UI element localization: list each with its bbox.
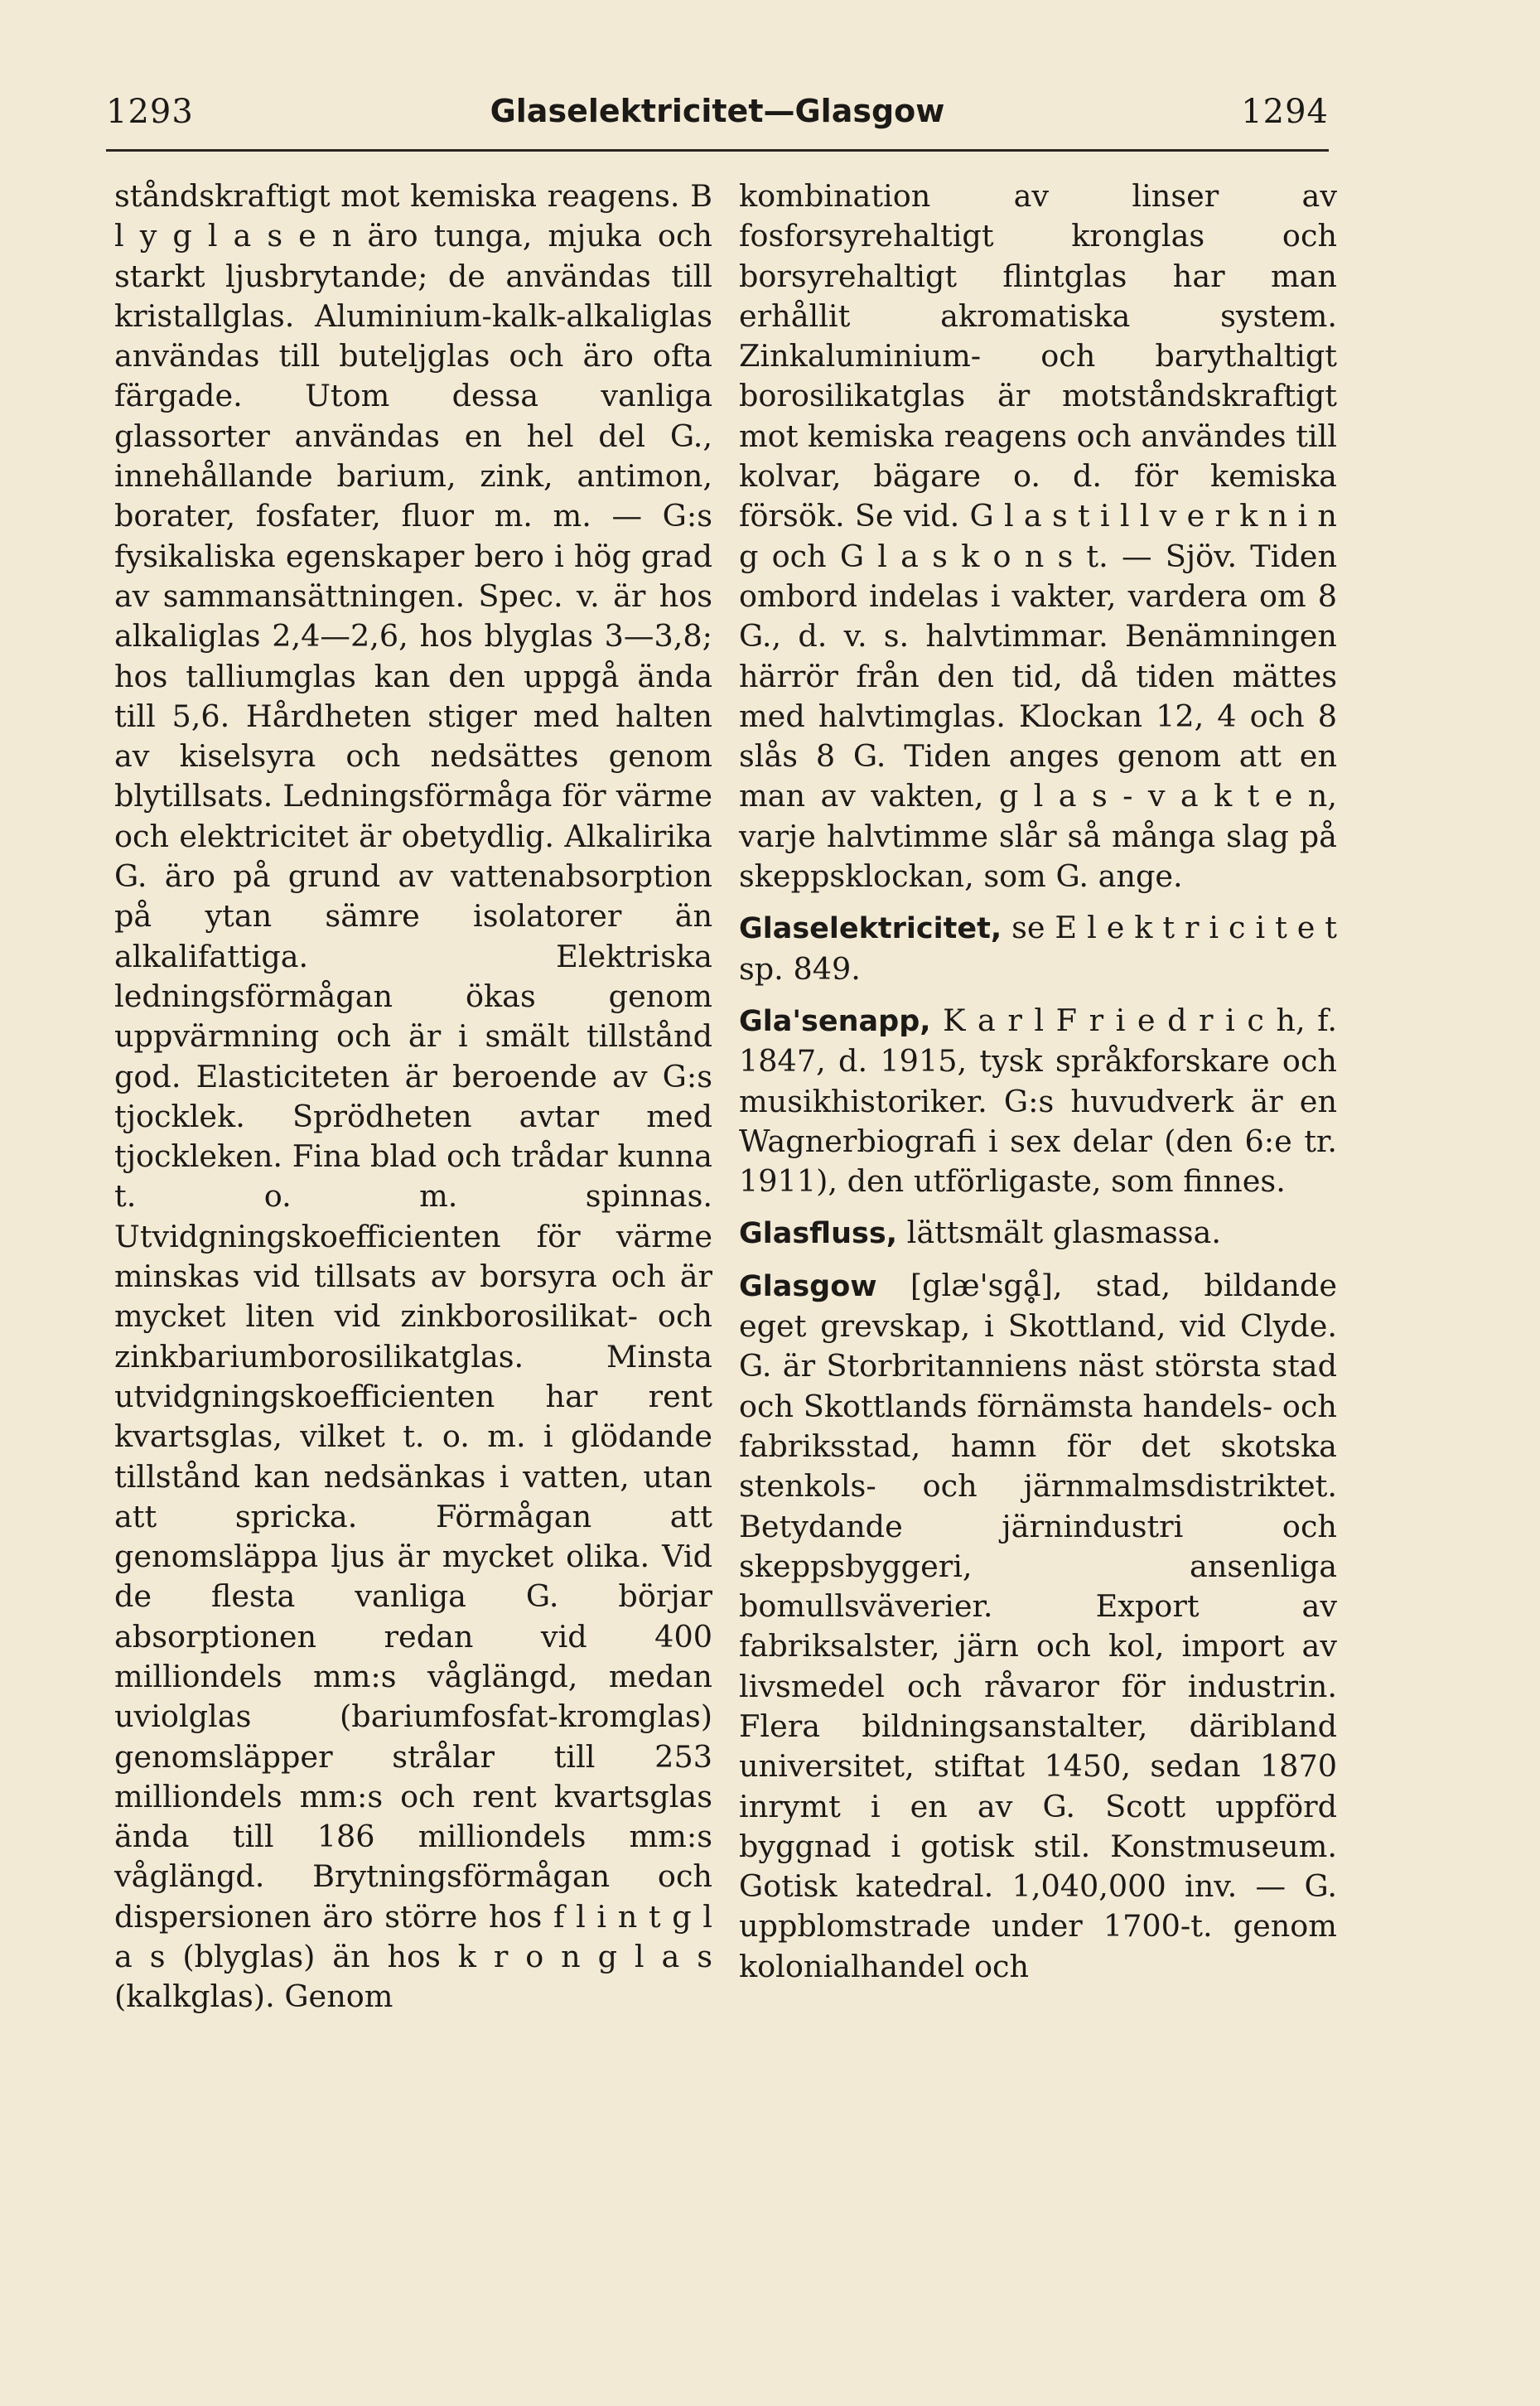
entry-text: [glæ'sgḁ̊], stad, bildande eget grevskap, i Skottland, vid Clyde. G. är Storbritanniens näst största stad och Skottlands förnämsta handels- och fabriksstad, hamn för det skotska stenkols- och järnmalmsdistriktet. Betydande järnindustri och skeppsbyggeri, ansenliga bomullsväverier. Export av fabriksalster, järn och kol, import av livsmedel och råvaror för industrin. Flera bildningsanstalter, däribland universitet, stiftat 1450, sedan 1870 inrymt i en av G. Scott uppförd byggnad i gotisk stil. Konstmuseum. Gotisk katedral. 1,040,000 inv. — G. uppblomstrade under 1700-t. genom kolonialhandel och bbox=[739, 1267, 1337, 1984]
entry-glasenapp bbox=[739, 1001, 1337, 1201]
left-column bbox=[114, 176, 712, 2017]
left-paragraph: ståndskraftigt mot kemiska reagens. B l y g l a s e n äro tunga, mjuka och starkt ljusbrytande; de användas till kristallglas. Aluminium-kalk-alkaliglas användas till buteljglas och äro ofta färgade. Utom dessa vanliga glassorter användas en hel del G., innehållande barium, zink, antimon, borater, fosfater, fluor m. m. — G:s fysikaliska egenskaper bero i hög grad av sammansättningen. Spec. v. är hos alkaliglas 2,4—2,6, hos blyglas 3—3,8; hos talliumglas kan den uppgå ända till 5,6. Hårdheten stiger med halten av kiselsyra och nedsättes genom blytillsats. Ledningsförmåga för värme och elektricitet är obetydlig. Alkalirika G. äro på grund av vattenabsorption på ytan sämre isolatorer än alkalifattiga. Elektriska ledningsförmågan ökas genom uppvärmning och är i smält tillstånd god. Elasticiteten är beroende av G:s tjocklek. Sprödheten avtar med tjockleken. Fina blad och trådar kunna t. o. m. spinnas. Utvidgningskoefficienten för värme minskas vid tillsats av borsyra och är mycket liten vid zinkborosilikat- och zinkbariumborosilikatglas. Minsta utvidgningskoefficienten har rent kvartsglas, vilket t. o. m. i glödande tillstånd kan nedsänkas i vatten, utan att spricka. Förmågan att genomsläppa ljus är mycket olika. Vid de flesta vanliga G. börjar absorptionen redan vid 400 milliondels mm:s våglängd, medan uviolglas (bariumfosfat-kromglas) genomsläpper strålar till 253 milliondels mm:s och rent kvartsglas ända till 186 milliondels mm:s våglängd. Brytningsförmågan och dispersionen äro större hos f l i n t g l a s (blyglas) än hos k r o n g l a s (kalkglas). Genom bbox=[114, 178, 712, 2015]
entry-headword: Glasgow bbox=[739, 1269, 877, 1303]
page-header bbox=[106, 93, 1329, 143]
entry-headword: Glasfluss, bbox=[739, 1217, 897, 1251]
header-rule bbox=[106, 149, 1329, 152]
entry-headword: Gla'senapp, bbox=[739, 1004, 931, 1038]
entry-text: lättsmält glasmassa. bbox=[897, 1215, 1221, 1251]
running-title: Glaselektricitet—Glasgow bbox=[490, 93, 945, 129]
entry-glasfluss bbox=[739, 1213, 1337, 1254]
entry-headword: Glaselektricitet, bbox=[739, 912, 1002, 946]
entry-glaselektricitet bbox=[739, 908, 1337, 989]
right-paragraph-continuation: kombination av linser av fosforsyrehaltigt kronglas och borsyrehaltigt flintglas har man erhållit akromatiska system. Zinkaluminium- och barythaltigt borosilikatglas är motståndskraftigt mot kemiska reagens och användes till kolvar, bägare o. d. för kemiska försök. Se vid. G l a s t i l l v e r k n i n g och G l a s k o n s t. — Sjöv. Tiden ombord indelas i vakter, vardera om 8 G., d. v. s. halvtimmar. Benämningen härrör från den tid, då tiden mättes med halvtimglas. Klockan 12, 4 och 8 slås 8 G. Tiden anges genom att en man av vakten, g l a s - v a k t e n, varje halvtimme slår så många slag på skeppsklockan, som G. ange. bbox=[739, 178, 1337, 895]
right-column bbox=[739, 176, 1337, 1987]
entry-text: K a r l F r i e d r i c h, f. 1847, d. 1915, tysk språkforskare och musikhistoriker. G:s huvudverk är en Wagnerbiografi i sex delar (den 6:e tr. 1911), den utförligaste, som finnes. bbox=[739, 1002, 1337, 1200]
page-number-left: 1293 bbox=[106, 93, 194, 131]
entry-text: se E l e k t r i c i t e t sp. 849. bbox=[739, 910, 1337, 987]
entry-glasgow bbox=[739, 1266, 1337, 1987]
page-number-right: 1294 bbox=[1241, 93, 1329, 131]
